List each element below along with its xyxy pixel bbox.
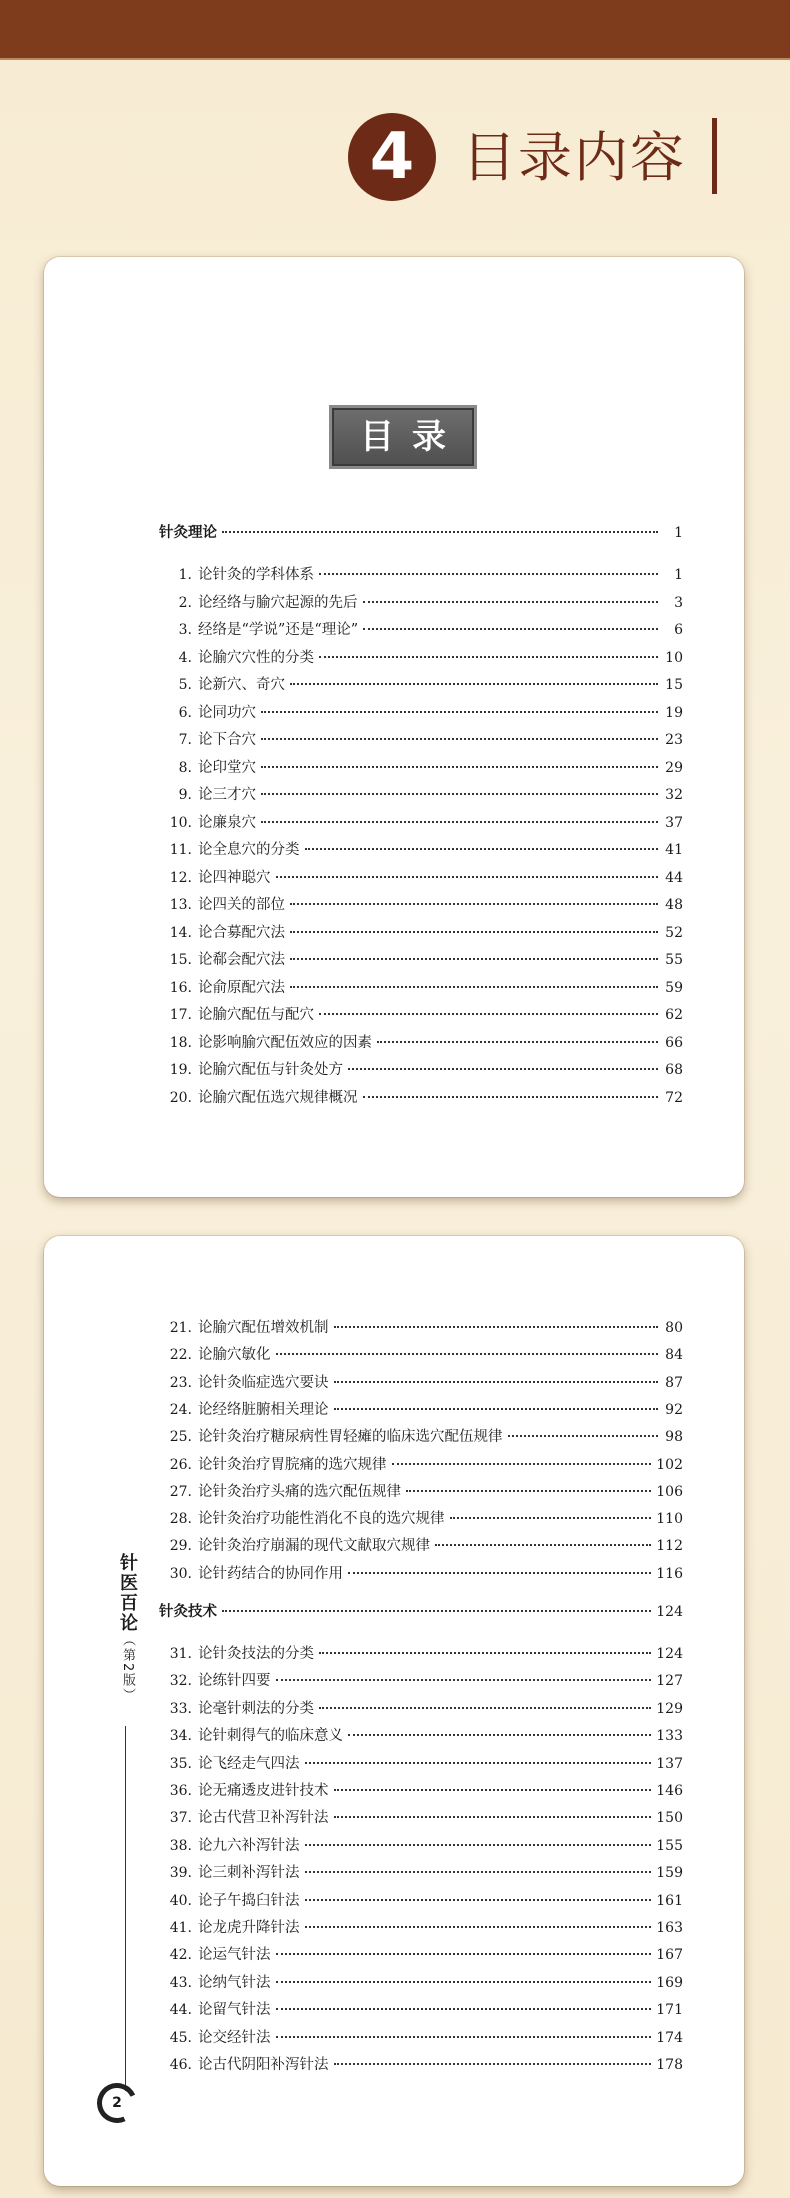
toc-dot-leader <box>305 1762 652 1764</box>
title-accent-bar <box>712 118 717 194</box>
toc-entry <box>164 948 683 969</box>
toc-page-number: 150 <box>656 1810 683 1827</box>
toc-dot-leader <box>276 1353 659 1355</box>
toc-entry-title: 论纳气针法 <box>198 1974 271 1991</box>
toc-entry <box>164 1971 683 1992</box>
toc-dot-leader <box>392 1463 652 1465</box>
toc-entry-number: 28. <box>169 1511 192 1528</box>
toc-dot-leader <box>348 1068 658 1070</box>
toc-entry <box>164 1453 683 1474</box>
toc-dot-leader <box>276 1981 652 1983</box>
toc-entry <box>164 893 683 914</box>
toc-dot-leader <box>261 766 658 768</box>
toc-entry <box>164 1834 683 1855</box>
toc-entry-title: 论毫针刺法的分类 <box>198 1700 314 1717</box>
toc-entry <box>164 1425 683 1446</box>
toc-entry <box>164 1697 683 1718</box>
toc-page-number: 110 <box>656 1511 683 1528</box>
toc-entry-number: 26. <box>169 1456 192 1473</box>
toc-entry <box>164 811 683 832</box>
toc-entry-number: 16. <box>169 979 192 996</box>
toc-page-number: 112 <box>656 1538 683 1555</box>
toc-dot-leader <box>290 903 658 905</box>
toc-entry-number: 13. <box>169 897 192 913</box>
toc-entry-title: 论郗会配穴法 <box>198 952 285 968</box>
toc-entry-title: 论练针四要 <box>198 1673 271 1690</box>
toc-dot-leader <box>334 1381 659 1383</box>
toc-page-number: 102 <box>656 1456 683 1473</box>
toc-page-number: 1 <box>674 525 683 541</box>
toc-entry <box>164 1806 683 1827</box>
toc-page-number: 68 <box>665 1062 683 1078</box>
toc-entry <box>164 783 683 804</box>
toc-entry <box>164 1343 683 1364</box>
toc-dot-leader <box>406 1490 651 1492</box>
toc-page-number: 10 <box>665 649 683 666</box>
page-number: 2 <box>112 2095 122 2111</box>
toc-entry <box>164 673 683 694</box>
toc-entry-number: 3. <box>178 622 192 638</box>
toc-page-number: 62 <box>665 1007 683 1023</box>
toc-entry <box>164 1669 683 1690</box>
toc-dot-leader <box>363 628 658 630</box>
toc-entry-title: 论古代营卫补泻针法 <box>198 1810 329 1827</box>
toc-entry-title: 论影响腧穴配伍效应的因素 <box>198 1034 372 1051</box>
toc-entry-number: 31. <box>169 1646 192 1662</box>
toc-page-number: 161 <box>656 1892 683 1909</box>
toc-entry-title: 论九六补泻针法 <box>198 1837 300 1854</box>
toc-entry-number: 44. <box>169 2002 192 2019</box>
toc-dot-leader <box>261 821 658 823</box>
toc-entry-title: 论腧穴敏化 <box>198 1347 271 1364</box>
toc-page-number: 133 <box>656 1728 683 1745</box>
toc-page-number: 37 <box>665 814 683 831</box>
toc-page-number: 87 <box>665 1374 683 1391</box>
book-title: 针医百论 <box>117 1553 138 1633</box>
toc-dot-leader <box>222 531 658 533</box>
toc-entry-number: 2. <box>178 594 192 611</box>
toc-dot-leader <box>290 958 658 960</box>
toc-entry-number: 19. <box>169 1062 192 1078</box>
toc-page-number: 48 <box>665 897 683 913</box>
toc-entry-number: 32. <box>169 1673 192 1690</box>
toc-entry <box>164 1086 683 1107</box>
toc-entry-number: 12. <box>169 869 192 886</box>
toc-entry-title: 论留气针法 <box>198 2002 271 2019</box>
toc-entry-title: 论经络脏腑相关理论 <box>198 1401 329 1418</box>
toc-entry-number: 8. <box>178 759 192 776</box>
toc-entry <box>164 563 683 584</box>
toc-entry-title: 论四神聪穴 <box>198 869 271 886</box>
toc-entry-number: 22. <box>169 1347 192 1364</box>
toc-dot-leader <box>305 1844 652 1846</box>
toc-dot-leader <box>305 1871 652 1873</box>
toc-entry-title: 论印堂穴 <box>198 759 256 776</box>
toc-entry-number: 4. <box>178 649 192 666</box>
toc-page-number: 1 <box>674 567 683 583</box>
toc-entry <box>164 1752 683 1773</box>
toc-entry-title: 论古代阴阳补泻针法 <box>198 2057 329 2073</box>
toc-dot-leader <box>261 793 658 795</box>
toc-entry <box>164 728 683 749</box>
toc-entry <box>164 2026 683 2047</box>
toc-entry <box>164 1916 683 1937</box>
toc-page-number: 155 <box>656 1837 683 1854</box>
toc-entry-number: 27. <box>169 1483 192 1500</box>
toc-page-number: 127 <box>656 1673 683 1690</box>
toc-entry-title: 论三才穴 <box>198 787 256 803</box>
book-spine-title <box>114 1553 140 1703</box>
toc-entry-title: 论腧穴配伍与针灸处方 <box>198 1062 343 1078</box>
toc-page-1 <box>44 257 744 1197</box>
toc-dot-leader <box>261 711 658 713</box>
toc-entry-title: 论腧穴配伍与配穴 <box>198 1007 314 1023</box>
toc-page-number: 163 <box>656 1920 683 1936</box>
toc-page-number: 55 <box>665 952 683 968</box>
toc-entry-title: 论龙虎升降针法 <box>198 1920 300 1936</box>
toc-entry-number: 37. <box>169 1810 192 1827</box>
toc-dot-leader <box>305 1899 652 1901</box>
toc-dot-leader <box>319 1707 651 1709</box>
toc-entry <box>164 1943 683 1964</box>
toc-entry-title: 论四关的部位 <box>198 897 285 913</box>
toc-entry <box>164 1889 683 1910</box>
toc-dot-leader <box>305 1926 652 1928</box>
toc-dot-leader <box>334 1408 659 1410</box>
toc-entry <box>164 1480 683 1501</box>
toc-entry <box>164 1031 683 1052</box>
toc-entry-number: 35. <box>169 1755 192 1772</box>
toc-dot-leader <box>319 1013 658 1015</box>
toc-entry <box>164 1371 683 1392</box>
toc-entry-number: 10. <box>169 814 192 831</box>
toc-entry-number: 21. <box>169 1320 192 1336</box>
toc-entry-title: 论经络与腧穴起源的先后 <box>198 594 358 611</box>
toc-entry-number: 6. <box>178 704 192 721</box>
toc-dot-leader <box>276 2008 652 2010</box>
toc-dot-leader <box>377 1041 658 1043</box>
toc-entry-number: 18. <box>169 1034 192 1051</box>
toc-dot-leader <box>334 2063 652 2065</box>
toc-page-2 <box>44 1236 744 2186</box>
toc-dot-leader <box>305 848 659 850</box>
toc-entry <box>164 756 683 777</box>
toc-dot-leader <box>276 2036 652 2038</box>
toc-heading: 目录 <box>329 405 477 469</box>
toc-page-number: 32 <box>665 787 683 803</box>
toc-entry-number: 45. <box>169 2029 192 2046</box>
toc-entry-number: 24. <box>169 1401 192 1418</box>
toc-entry-title: 论下合穴 <box>198 732 256 748</box>
toc-entry-title: 论俞原配穴法 <box>198 979 285 996</box>
toc-entry-number: 23. <box>169 1374 192 1391</box>
toc-entry-title: 论腧穴配伍选穴规律概况 <box>198 1089 358 1106</box>
toc-entry <box>164 838 683 859</box>
toc-entry-title: 论针灸治疗胃脘痛的选穴规律 <box>198 1456 387 1473</box>
toc-entry-number: 30. <box>169 1565 192 1582</box>
toc-page-number: 92 <box>665 1401 683 1418</box>
toc-part-heading <box>159 521 683 542</box>
toc-page-number: 169 <box>656 1974 683 1991</box>
toc-dot-leader <box>363 1096 659 1098</box>
toc-dot-leader <box>348 1572 651 1574</box>
toc-entry-title: 论针灸治疗崩漏的现代文献取穴规律 <box>198 1538 430 1555</box>
toc-page-number: 116 <box>656 1565 683 1582</box>
toc-entry <box>164 1861 683 1882</box>
toc-entry-title: 论针灸技法的分类 <box>198 1646 314 1662</box>
toc-page-number: 80 <box>665 1320 683 1336</box>
toc-page-number: 146 <box>656 1783 683 1799</box>
toc-entry-number: 17. <box>169 1007 192 1023</box>
toc-entry <box>164 591 683 612</box>
toc-page-number: 6 <box>674 622 683 638</box>
toc-page-number: 72 <box>665 1089 683 1106</box>
toc-entry-number: 7. <box>178 732 192 748</box>
toc-dot-leader <box>334 1789 652 1791</box>
toc-entry-title: 论廉泉穴 <box>198 814 256 831</box>
toc-entry-number: 29. <box>169 1538 192 1555</box>
toc-entry-number: 40. <box>169 1892 192 1909</box>
toc-dot-leader <box>319 1652 651 1654</box>
toc-entry <box>164 2053 683 2074</box>
toc-entry-number: 9. <box>178 787 192 803</box>
toc-page-number: 15 <box>665 677 683 693</box>
toc-entry-title: 论针刺得气的临床意义 <box>198 1728 343 1745</box>
book-edition: （第2版） <box>120 1633 135 1704</box>
toc-entry-number: 39. <box>169 1865 192 1882</box>
banner-divider <box>0 58 790 60</box>
toc-entry <box>164 1724 683 1745</box>
toc-entry-number: 36. <box>169 1783 192 1799</box>
toc-entry <box>164 1507 683 1528</box>
toc-entry-number: 38. <box>169 1837 192 1854</box>
toc-entry <box>164 1562 683 1583</box>
toc-part-title: 针灸理论 <box>159 525 217 541</box>
toc-entry <box>164 701 683 722</box>
toc-entry-title: 论运气针法 <box>198 1947 271 1964</box>
toc-entry-number: 5. <box>178 677 192 693</box>
toc-dot-leader <box>334 1326 659 1328</box>
spine-rule <box>125 1726 126 2091</box>
toc-page-number: 137 <box>656 1755 683 1772</box>
toc-dot-leader <box>290 683 658 685</box>
toc-dot-leader <box>334 1816 652 1818</box>
toc-entry <box>164 1316 683 1337</box>
toc-entry-title: 论针药结合的协同作用 <box>198 1565 343 1582</box>
toc-entry-number: 20. <box>169 1089 192 1106</box>
toc-page-number: 178 <box>656 2057 683 2073</box>
toc-entry-title: 论腧穴配伍增效机制 <box>198 1320 329 1336</box>
toc-entry-title: 论全息穴的分类 <box>198 842 300 858</box>
toc-entry <box>164 618 683 639</box>
toc-entry <box>164 1998 683 2019</box>
toc-entry-number: 14. <box>169 924 192 941</box>
toc-entry-number: 43. <box>169 1974 192 1991</box>
toc-entry-number: 1. <box>178 567 192 583</box>
toc-entry-title: 论针灸的学科体系 <box>198 567 314 583</box>
toc-dot-leader <box>319 573 658 575</box>
toc-page-number: 167 <box>656 1947 683 1964</box>
toc-dot-leader <box>276 1679 652 1681</box>
toc-entry-number: 42. <box>169 1947 192 1964</box>
toc-dot-leader <box>348 1734 651 1736</box>
toc-page-number: 59 <box>665 979 683 996</box>
toc-part-title: 针灸技术 <box>159 1604 217 1620</box>
toc-part-heading <box>159 1600 683 1621</box>
section-title: 目录内容 <box>462 126 686 189</box>
toc-page-number: 44 <box>665 869 683 886</box>
toc-entry <box>164 1398 683 1419</box>
toc-page-number: 84 <box>665 1347 683 1364</box>
toc-entry-title: 论新穴、奇穴 <box>198 677 285 693</box>
toc-page-number: 171 <box>656 2002 683 2019</box>
toc-entry-title: 论三刺补泻针法 <box>198 1865 300 1882</box>
toc-dot-leader <box>222 1610 651 1612</box>
toc-entry-title: 论合募配穴法 <box>198 924 285 941</box>
toc-entry <box>164 921 683 942</box>
toc-dot-leader <box>363 601 659 603</box>
toc-page-number: 66 <box>665 1034 683 1051</box>
toc-page-number: 159 <box>656 1865 683 1882</box>
toc-entry <box>164 1779 683 1800</box>
toc-dot-leader <box>508 1435 659 1437</box>
toc-dot-leader <box>319 656 658 658</box>
toc-entry-title: 论针灸临症选穴要诀 <box>198 1374 329 1391</box>
toc-entry-title: 论同功穴 <box>198 704 256 721</box>
toc-entry-title: 论针灸治疗糖尿病性胃轻瘫的临床选穴配伍规律 <box>198 1429 503 1446</box>
top-banner <box>0 0 790 58</box>
toc-page-number: 106 <box>656 1483 683 1500</box>
toc-page-number: 23 <box>665 732 683 748</box>
toc-entry-number: 34. <box>169 1728 192 1745</box>
toc-page-number: 41 <box>665 842 683 858</box>
toc-page-number: 29 <box>665 759 683 776</box>
toc-entry <box>164 646 683 667</box>
toc-entry-number: 41. <box>169 1920 192 1936</box>
toc-page-number: 124 <box>656 1646 683 1662</box>
toc-entry-title: 论无痛透皮进针技术 <box>198 1783 329 1799</box>
toc-page-number: 3 <box>674 594 683 611</box>
toc-entry <box>164 976 683 997</box>
toc-entry-number: 11. <box>169 842 192 858</box>
toc-entry-title: 论飞经走气四法 <box>198 1755 300 1772</box>
toc-entry-number: 15. <box>169 952 192 968</box>
toc-page-number: 129 <box>656 1700 683 1717</box>
toc-dot-leader <box>276 1953 652 1955</box>
toc-entry <box>164 866 683 887</box>
toc-dot-leader <box>435 1544 651 1546</box>
toc-page-number: 98 <box>665 1429 683 1446</box>
toc-entry-title: 论交经针法 <box>198 2029 271 2046</box>
toc-entry-number: 25. <box>169 1429 192 1446</box>
toc-entry <box>164 1003 683 1024</box>
toc-entry-title: 论针灸治疗头痛的选穴配伍规律 <box>198 1483 401 1500</box>
toc-entry <box>164 1534 683 1555</box>
section-number-badge: 4 <box>348 113 436 201</box>
toc-page-number: 124 <box>656 1604 683 1620</box>
toc-entry-title: 经络是“学说”还是“理论” <box>198 622 359 638</box>
toc-dot-leader <box>276 876 659 878</box>
toc-entry-title: 论腧穴穴性的分类 <box>198 649 314 666</box>
toc-dot-leader <box>450 1517 652 1519</box>
toc-page-number: 52 <box>665 924 683 941</box>
toc-entry-number: 46. <box>169 2057 192 2073</box>
toc-page-number: 174 <box>656 2029 683 2046</box>
toc-dot-leader <box>290 986 658 988</box>
toc-dot-leader <box>290 931 658 933</box>
toc-entry <box>164 1642 683 1663</box>
toc-entry-number: 33. <box>169 1700 192 1717</box>
toc-page-number: 19 <box>665 704 683 721</box>
toc-entry-title: 论子午捣臼针法 <box>198 1892 300 1909</box>
toc-dot-leader <box>261 738 658 740</box>
toc-entry <box>164 1058 683 1079</box>
toc-entry-title: 论针灸治疗功能性消化不良的选穴规律 <box>198 1511 445 1528</box>
